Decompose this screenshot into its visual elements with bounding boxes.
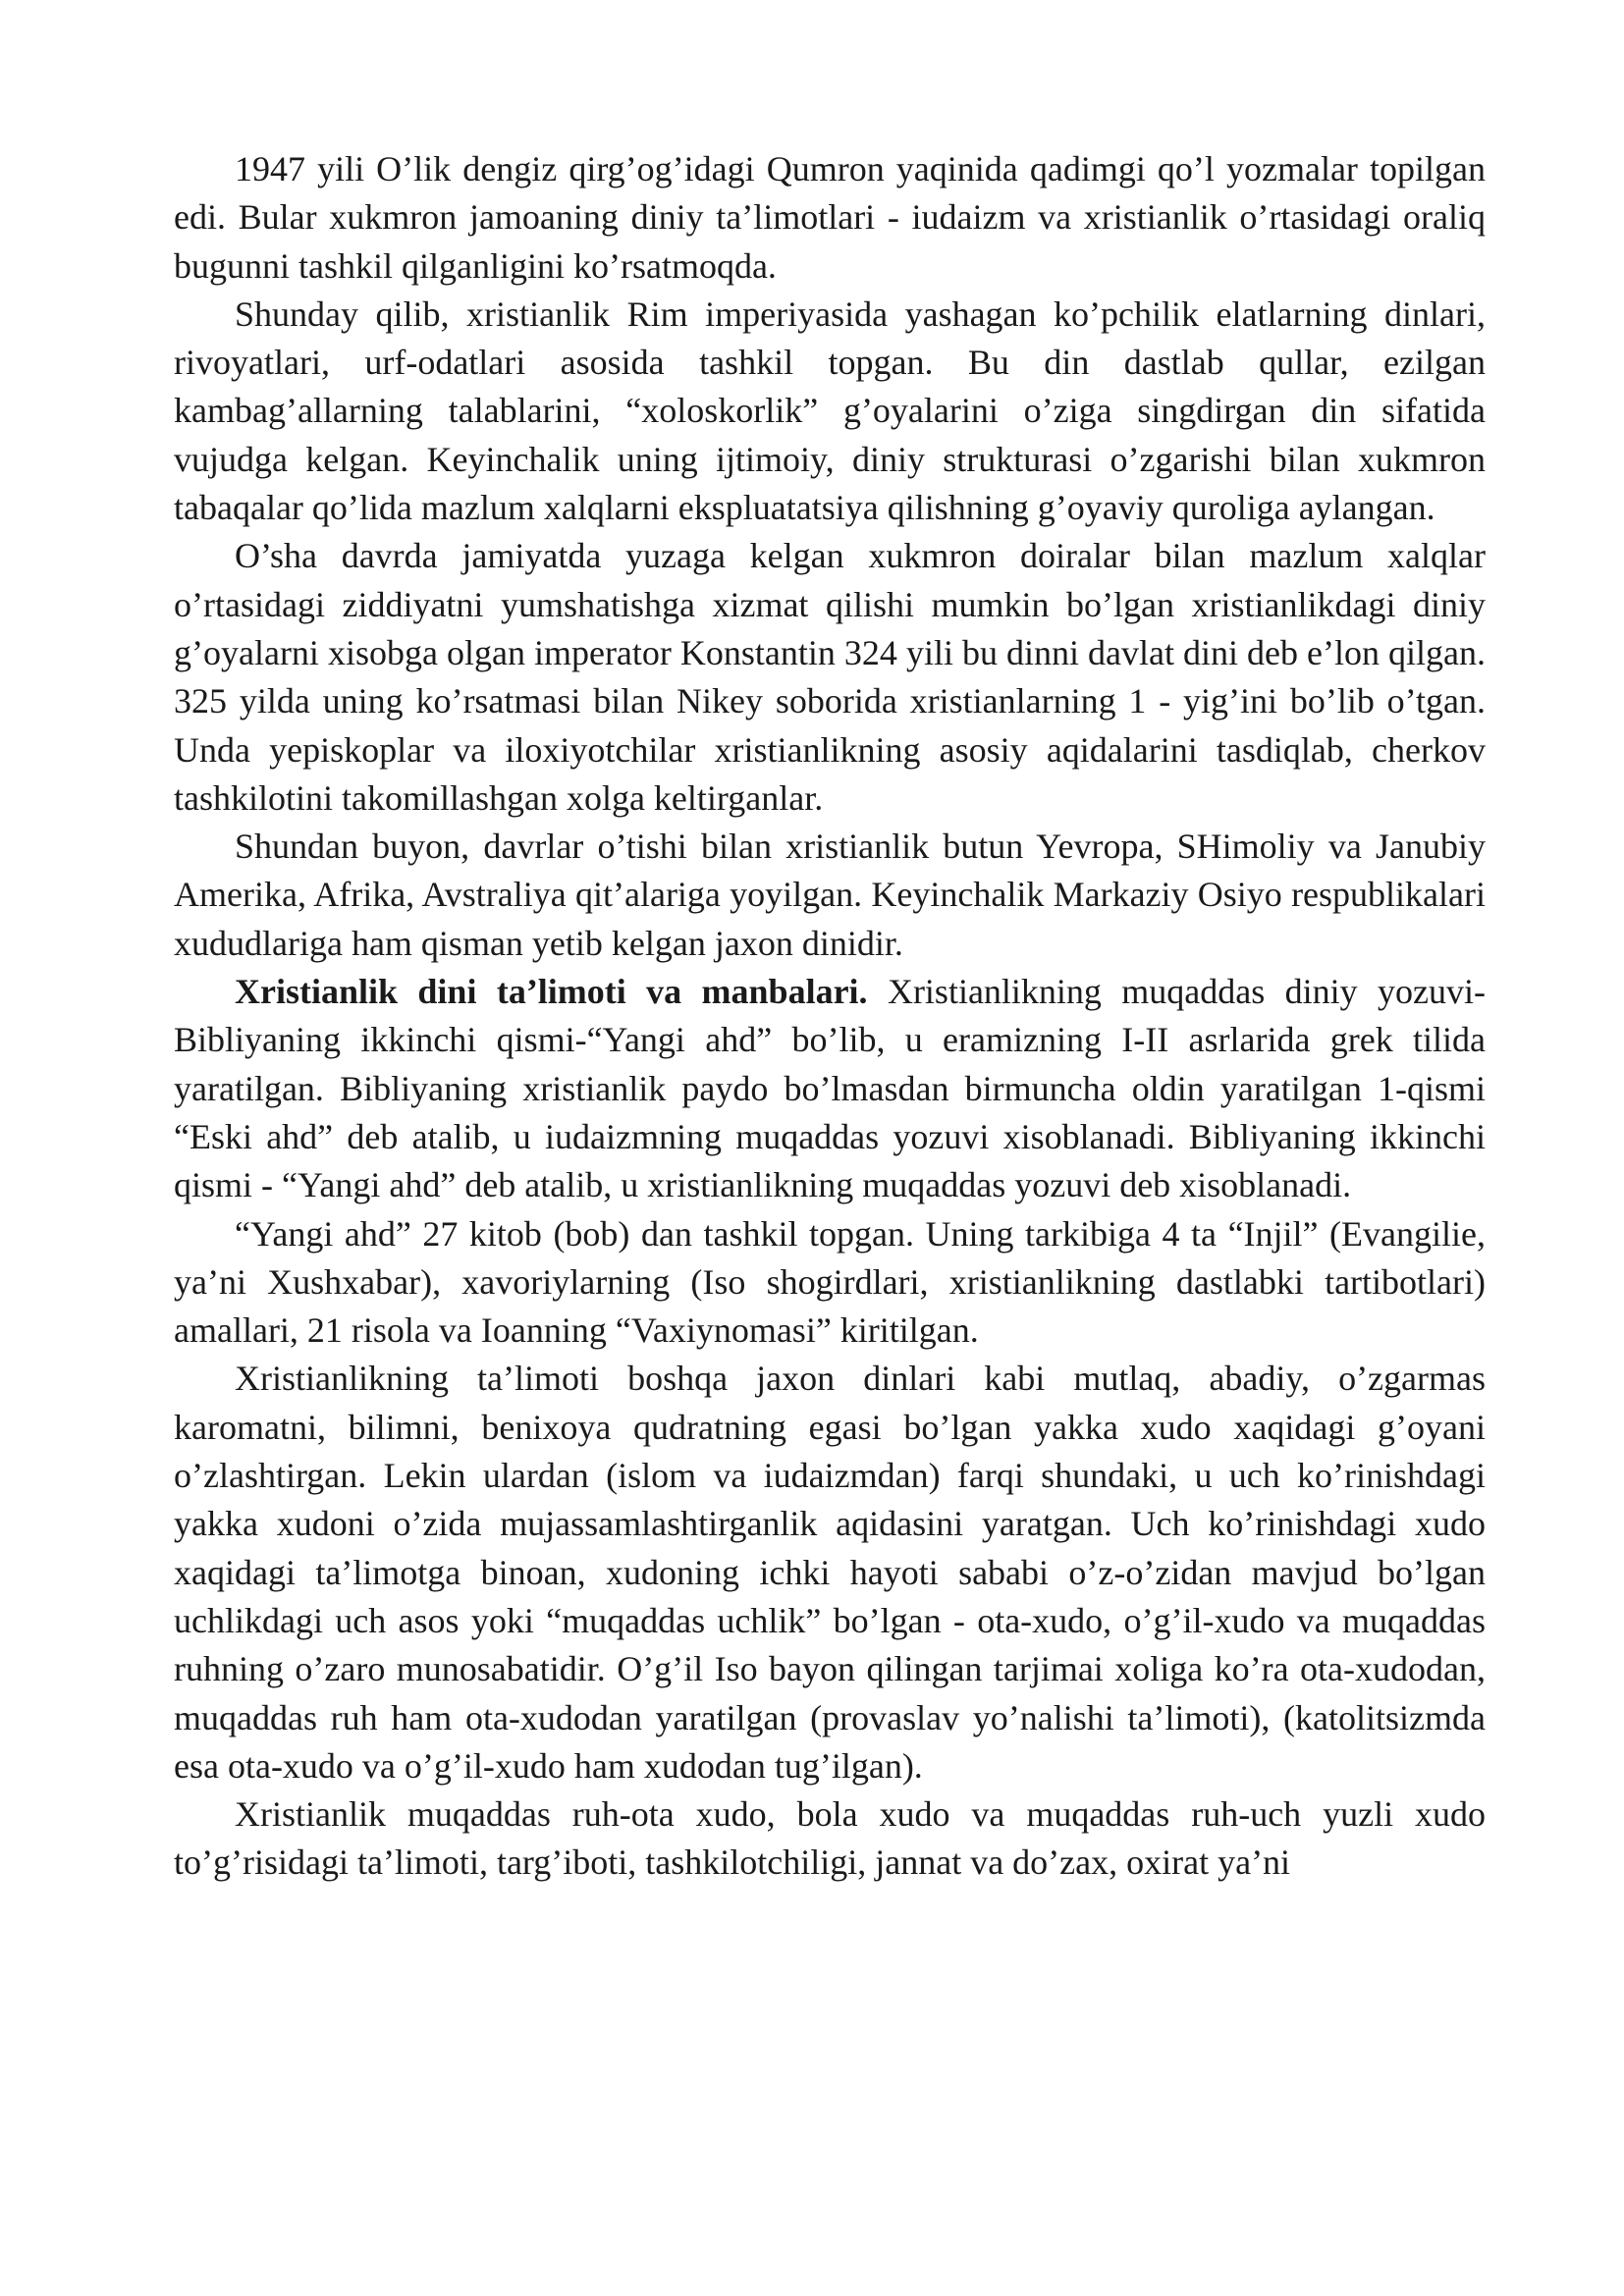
paragraph-yangi-ahd [174, 1210, 1486, 1356]
paragraph-tarqalishi [174, 823, 1486, 968]
paragraph-text: Xristianlikning ta’limoti boshqa jaxon dinlari kabi mutlaq, abadiy, o’zgarmas karomatni, bilimni, benixoya qudratning egasi bo’lgan yakka xudo xaqidagi g’oyani o’zlashtirgan. Lekin ulardan (islom va iudaizmdan) farqi shundaki, u uch ko’rinishdagi yakka xudoni o’zida mujassamlashtirganlik aqidasini yaratgan. Uch ko’rinishdagi xudo xaqidagi ta’limotga binoan, xudoning ichki hayoti sababi o’z-o’zidan mavjud bo’lgan uchlikdagi uch asos yoki “muqaddas uchlik” bo’lgan - ota-xudo, o’g’il-xudo va muqaddas ruhning o’zaro munosabatidir. O’g’il Iso bayon qilingan tarjimai xoliga ko’ra ota-xudodan, muqaddas ruh ham ota-xudodan yaratilgan (provaslav yo’nalishi ta’limoti), (katolitsizmda esa ota-xudo va o’g’il-xudo ham xudodan tug’ilgan). [174, 1359, 1486, 1786]
paragraph-text: “Yangi ahd” 27 kitob (bob) dan tashkil topgan. Uning tarkibiga 4 ta “Injil” (Evangilie, ya’ni Xushxabar), xavoriylarning (Iso shogirdlari, xristianlikning dastlabki tartibotlari) amallari, 21 risola va Ioanning “Vaxiynomasi” kiritilgan. [174, 1213, 1486, 1351]
paragraph-rim-imperiyasi [174, 291, 1486, 532]
paragraph-text: Xristianlikning muqaddas diniy yozuvi-Bibliyaning ikkinchi qismi-“Yangi ahd” bo’lib, u eramizning I-II asrlarida grek tilida yaratilgan. Bibliyaning xristianlik paydo bo’lmasdan birmuncha oldin yaratilgan 1-qismi “Eski ahd” deb atalib, u iudaizmning muqaddas yozuvi xisoblanadi. Bibliyaning ikkinchi qismi - “Yangi ahd” deb atalib, u xristianlikning muqaddas yozuvi deb xisoblanadi. [174, 972, 1486, 1205]
paragraph-konstantin [174, 532, 1486, 823]
paragraph-uch-yuzli-xudo [174, 1790, 1486, 1888]
section-heading: Xristianlik dini ta’limoti va manbalari. [235, 972, 868, 1012]
paragraph-text: 1947 yili O’lik dengiz qirg’og’idagi Qumron yaqinida qadimgi qo’l yozmalar topilgan edi. Bular xukmron jamoaning diniy ta’limotlari - iudaizm va xristianlik o’rtasidagi oraliq bugunni tashkil qilganligini ko’rsatmoqda. [174, 149, 1486, 286]
paragraph-text: Xristianlik muqaddas ruh-ota xudo, bola xudo va muqaddas ruh-uch yuzli xudo to’g’risidagi ta’limoti, targ’iboti, tashkilotchiligi, jannat va do’zax, oxirat ya’ni [174, 1794, 1486, 1883]
paragraph-qumron [174, 145, 1486, 291]
paragraph-manbalari [174, 968, 1486, 1209]
paragraph-text: O’sha davrda jamiyatda yuzaga kelgan xukmron doiralar bilan mazlum xalqlar o’rtasidagi ziddiyatni yumshatishga xizmat qilishi mumkin bo’lgan xristianlikdagi diniy g’oyalarni xisobga olgan imperator Konstantin 324 yili bu dinni davlat dini deb e’lon qilgan. 325 yilda uning ko’rsatmasi bilan Nikey soborida xristianlarning 1 - yig’ini bo’lib o’tgan. Unda yepiskoplar va iloxiyotchilar xristianlikning asosiy aqidalarini tasdiqlab, cherkov tashkilotini takomillashgan xolga keltirganlar. [174, 536, 1486, 818]
paragraph-text: Shundan buyon, davrlar o’tishi bilan xristianlik butun Yevropa, SHimoliy va Janubiy Amerika, Afrika, Avstraliya qit’alariga yoyilgan. Keyinchalik Markaziy Osiyo respublikalari xududlariga ham qisman yetib kelgan jaxon dinidir. [174, 827, 1486, 963]
paragraph-text: Shunday qilib, xristianlik Rim imperiyasida yashagan ko’pchilik elatlarning dinlari, rivoyatlari, urf-odatlari asosida tashkil topgan. Bu din dastlab qullar, ezilgan kambag’allarning talablarini, “xoloskorlik” g’oyalarini o’ziga singdirgan din sifatida vujudga kelgan. Keyinchalik uning ijtimoiy, diniy strukturasi o’zgarishi bilan xukmron tabaqalar qo’lida mazlum xalqlarni ekspluatatsiya qilishning g’oyaviy quroliga aylangan. [174, 294, 1486, 528]
paragraph-talimoti [174, 1355, 1486, 1790]
document-page [174, 145, 1486, 1888]
